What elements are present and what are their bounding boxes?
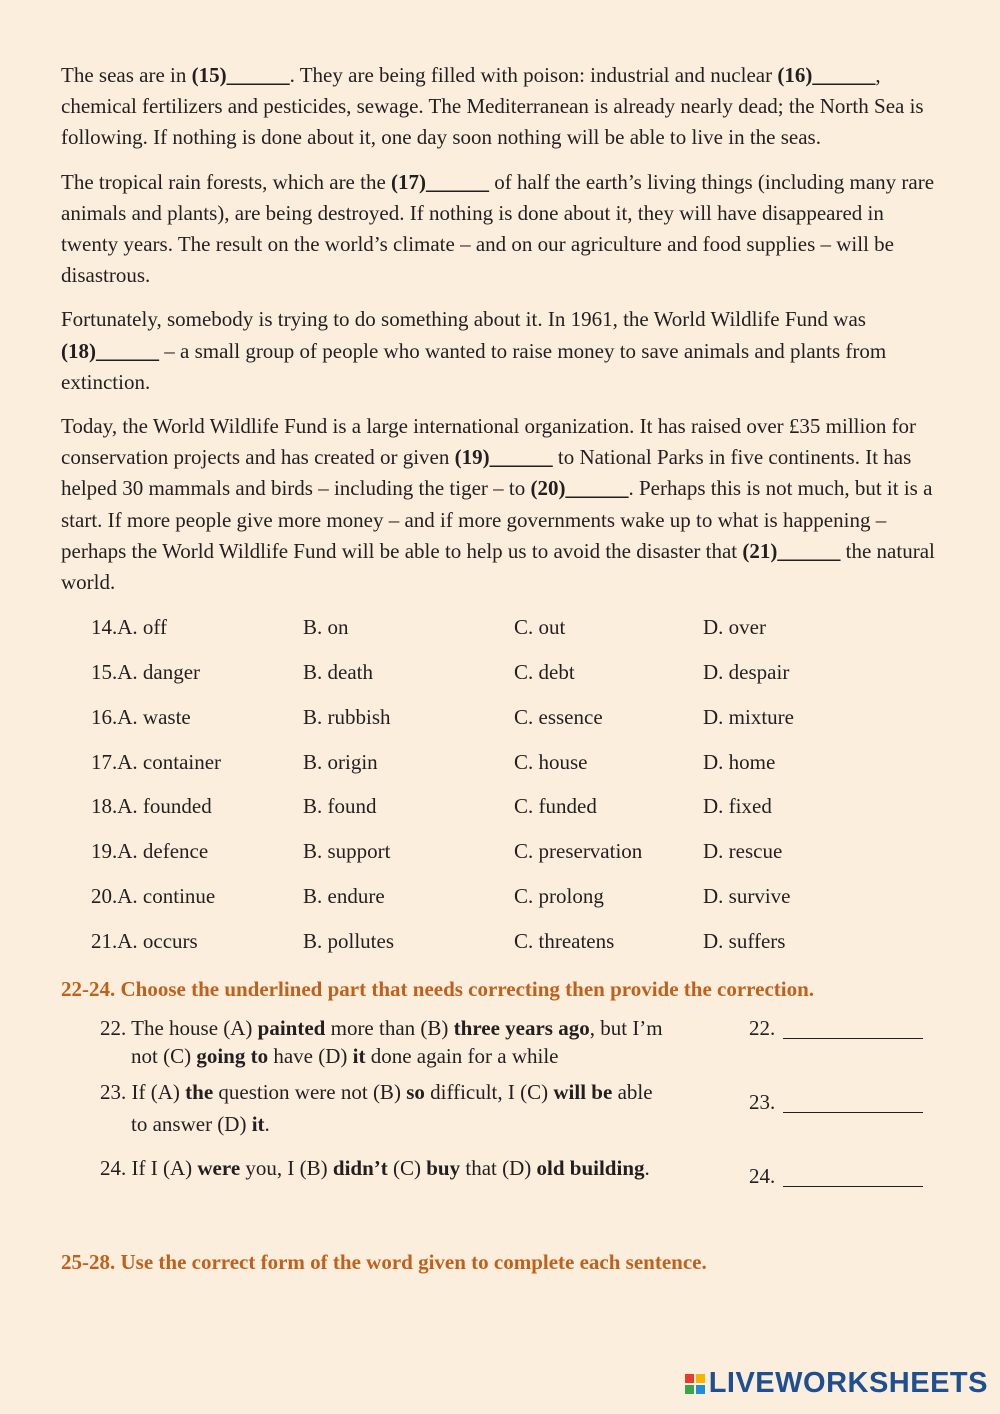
- text-run: that (D): [460, 1155, 537, 1180]
- option-20-b[interactable]: B. endure: [303, 884, 385, 909]
- option-17-c[interactable]: C. house: [514, 749, 588, 774]
- text-run: not (C): [131, 1043, 197, 1068]
- option-row-15: [91, 657, 941, 702]
- bold-text: the: [185, 1079, 214, 1104]
- option-row-21: [91, 926, 941, 971]
- logo-text: LIVEWORKSHEETS: [708, 1367, 988, 1399]
- answer-23-label: 23.: [749, 1089, 776, 1114]
- answer-22: [749, 1014, 923, 1042]
- passage-paragraph-1: [61, 60, 941, 154]
- option-15-b[interactable]: B. death: [303, 660, 373, 685]
- bold-text: (20)______: [530, 476, 629, 501]
- text-run: The seas are in: [61, 63, 192, 87]
- option-row-14: [91, 612, 941, 657]
- text-run: question were not (B): [213, 1079, 407, 1104]
- section-heading-word-form: 25-28. Use the correct form of the word given to complete each sentence.: [61, 1249, 707, 1274]
- bold-text: (18)______: [61, 338, 159, 363]
- text-run: you, I (B): [240, 1155, 333, 1180]
- option-21-c[interactable]: C. threatens: [514, 928, 615, 953]
- error-correction-list: [61, 1014, 941, 1210]
- answer-22-input[interactable]: [783, 1020, 923, 1039]
- option-row-16: [91, 702, 941, 747]
- text-run: Today, the World Wildlife Fund is a large international organization. It has raised over £35 million for conservation projects and has created or given: [61, 414, 917, 470]
- text-run: (C): [387, 1155, 427, 1180]
- passage-paragraph-4: [61, 411, 941, 598]
- option-14-c[interactable]: C. out: [514, 615, 566, 640]
- option-20-c[interactable]: C. prolong: [514, 884, 604, 909]
- liveworksheets-logo: [685, 1367, 988, 1400]
- option-17-d[interactable]: D. home: [703, 749, 776, 774]
- option-row-17: [91, 747, 941, 792]
- option-20-a[interactable]: 20.A. continue: [91, 884, 216, 909]
- option-21-b[interactable]: B. pollutes: [303, 928, 395, 953]
- bold-text: (15)______: [191, 63, 290, 87]
- bold-text: going to: [196, 1043, 269, 1068]
- text-run: . They are being filled with poison: industrial and nuclear: [289, 63, 778, 87]
- text-run: 22. The house (A): [100, 1015, 258, 1040]
- text-run: .: [644, 1155, 650, 1180]
- passage-paragraph-3: [61, 304, 941, 398]
- text-run: , chemical fertilizers and pesticides, sewage. The Mediterranean is already nearly dead; the North Sea is following. If nothing is done about it, one day soon nothing will be able to live in the seas.: [61, 63, 924, 150]
- bold-text: didn’t: [332, 1155, 388, 1180]
- error-item-22: [100, 1014, 740, 1070]
- error-item-24-line1: [100, 1156, 650, 1180]
- text-run: done again for a while: [365, 1043, 559, 1068]
- text-run: able: [612, 1079, 653, 1104]
- error-item-23: [100, 1078, 740, 1138]
- option-18-c[interactable]: C. funded: [514, 794, 597, 819]
- bold-text: will be: [553, 1079, 613, 1104]
- option-19-b[interactable]: B. support: [303, 839, 391, 864]
- bold-text: were: [197, 1155, 241, 1180]
- answer-23-input[interactable]: [783, 1094, 923, 1113]
- option-15-a[interactable]: 15.A. danger: [91, 660, 201, 685]
- text-run: more than (B): [325, 1015, 454, 1040]
- bold-text: three years ago: [453, 1015, 590, 1040]
- answer-24-input[interactable]: [783, 1168, 923, 1187]
- option-14-d[interactable]: D. over: [703, 615, 766, 640]
- error-item-22-line2: [100, 1042, 740, 1070]
- option-19-c[interactable]: C. preservation: [514, 839, 643, 864]
- worksheet-page: [61, 60, 941, 1275]
- option-row-19: [91, 836, 941, 881]
- option-20-d[interactable]: D. survive: [703, 884, 791, 909]
- option-21-a[interactable]: 21.A. occurs: [91, 928, 198, 953]
- option-row-18: [91, 791, 941, 836]
- option-16-a[interactable]: 16.A. waste: [91, 704, 191, 729]
- option-16-b[interactable]: B. rubbish: [303, 704, 391, 729]
- text-run: to National Parks in five continents. It has helped 30 mammals and birds – including the tiger – to: [61, 445, 912, 501]
- bold-text: buy: [426, 1155, 461, 1180]
- bold-text: so: [406, 1079, 425, 1104]
- text-run: . Perhaps this is not much, but it is a start. If more people give more money – and if more governments wake up to what is happening – perhaps the World Wildlife Fund will be able to help us to avoid the disaster that: [61, 476, 933, 563]
- option-18-a[interactable]: 18.A. founded: [91, 794, 212, 819]
- option-21-d[interactable]: D. suffers: [703, 928, 786, 953]
- text-run: the natural world.: [61, 538, 935, 595]
- option-15-c[interactable]: C. debt: [514, 660, 575, 685]
- text-run: 23. If (A): [100, 1079, 186, 1104]
- error-item-24: [100, 1154, 740, 1182]
- section-heading-error-correction: 22-24. Choose the underlined part that needs correcting then provide the correction.: [61, 976, 815, 1001]
- error-item-22-line1: [100, 1016, 663, 1040]
- text-run: have (D): [268, 1043, 353, 1068]
- error-item-23-line1: [100, 1080, 653, 1104]
- answer-options-list: [91, 612, 941, 970]
- option-row-20: [91, 881, 941, 926]
- option-16-c[interactable]: C. essence: [514, 704, 603, 729]
- logo-mark-icon: [685, 1374, 705, 1394]
- answer-24: [749, 1162, 923, 1190]
- text-run: Fortunately, somebody is trying to do something about it. In 1961, the World Wildlife Fund was: [61, 307, 866, 332]
- text-run: – a small group of people who wanted to raise money to save animals and plants from extinction.: [61, 338, 887, 394]
- text-run: of half the earth’s living things (including many rare animals and plants), are being destroyed. If nothing is done about it, they will have disappeared in twenty years. The result on the world’s climate – and on our agriculture and food supplies – will be disastrous.: [61, 169, 935, 288]
- bold-text: (17)______: [391, 169, 490, 194]
- option-16-d[interactable]: D. mixture: [703, 704, 794, 729]
- text-run: .: [264, 1111, 270, 1136]
- answer-22-label: 22.: [749, 1015, 776, 1040]
- bold-text: (21)______: [742, 538, 841, 563]
- bold-text: painted: [257, 1015, 326, 1040]
- option-14-b[interactable]: B. on: [303, 615, 349, 640]
- bold-text: (19)______: [454, 445, 553, 470]
- bold-text: it: [251, 1111, 265, 1136]
- option-17-a[interactable]: 17.A. container: [91, 749, 222, 774]
- bold-text: old building: [536, 1155, 645, 1180]
- option-17-b[interactable]: B. origin: [303, 749, 378, 774]
- bold-text: (16)______: [777, 63, 876, 87]
- option-19-d[interactable]: D. rescue: [703, 839, 783, 864]
- option-15-d[interactable]: D. despair: [703, 660, 790, 685]
- text-run: , but I’m: [589, 1015, 663, 1040]
- passage-paragraph-2: [61, 167, 941, 292]
- text-run: 24. If I (A): [100, 1155, 198, 1180]
- answer-24-label: 24.: [749, 1163, 776, 1188]
- text-run: The tropical rain forests, which are the: [61, 169, 392, 194]
- option-14-a[interactable]: 14.A. off: [91, 615, 168, 640]
- option-18-b[interactable]: B. found: [303, 794, 377, 819]
- bold-text: it: [352, 1043, 366, 1068]
- option-18-d[interactable]: D. fixed: [703, 794, 772, 819]
- text-run: to answer (D): [131, 1111, 252, 1136]
- text-run: difficult, I (C): [424, 1079, 554, 1104]
- error-item-23-line2: [100, 1110, 740, 1138]
- answer-23: [749, 1088, 923, 1116]
- option-19-a[interactable]: 19.A. defence: [91, 839, 209, 864]
